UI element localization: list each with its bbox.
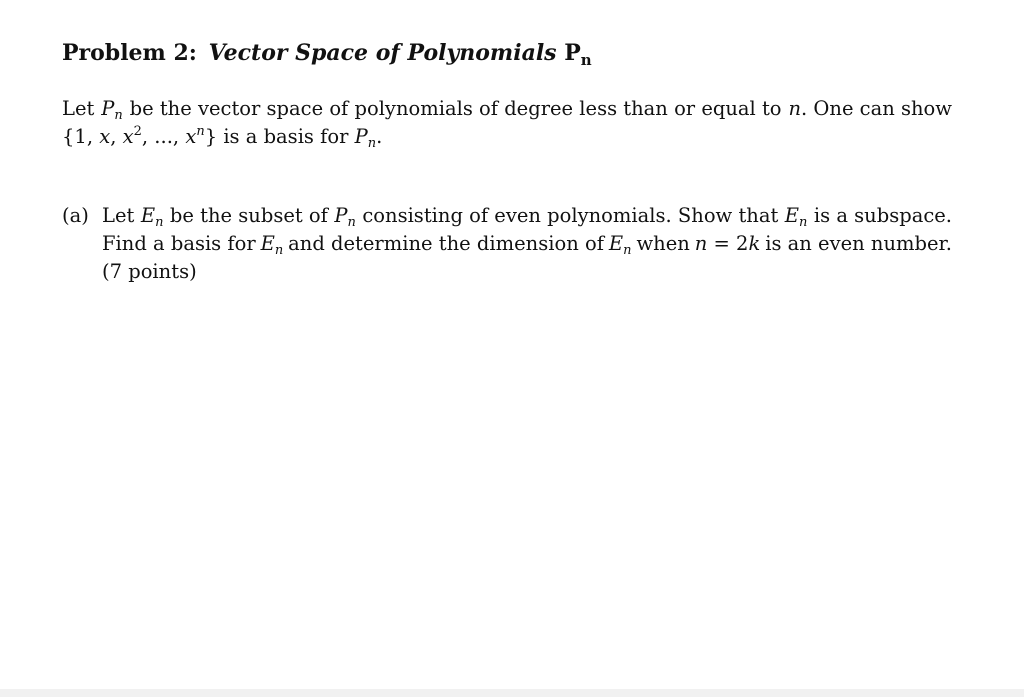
part-a [62, 202, 952, 286]
part-a-line-1 [102, 202, 952, 230]
part-a-text: and determine the dimension of [288, 232, 604, 255]
bottom-band [0, 689, 1024, 697]
part-a-text: consisting of even polynomials. Show that [362, 204, 779, 227]
intro-word: Let [62, 97, 95, 120]
part-a-text: Find a basis for [102, 232, 256, 255]
part-a-text: is a subspace. [813, 204, 952, 227]
part-a-points: (7 points) [102, 260, 197, 283]
math-Pn: $P_n$. [354, 125, 383, 151]
intro-paragraph [62, 95, 952, 151]
intro-line-1 [62, 95, 952, 123]
part-a-text: be the subset of [169, 204, 328, 227]
part-a-text: is an even number. [765, 232, 952, 255]
problem-name: Vector Space of Polynomials [208, 40, 557, 66]
basis-set: {1, x, $x^2$, ..., $x^n$} [62, 124, 218, 148]
problem-title [62, 40, 592, 69]
math-n: n. One can show [788, 97, 952, 120]
math-En: $E_n$ [260, 232, 284, 258]
intro-line-2 [62, 123, 952, 151]
part-a-line-2 [102, 230, 952, 258]
math-En: $E_n$ [784, 204, 808, 230]
math-n-eq-2k: n = 2k [694, 232, 761, 255]
problem-symbol: P [564, 40, 581, 66]
math-En: $E_n$ [140, 204, 164, 230]
part-a-word: Let [102, 204, 135, 227]
math-En: $E_n$ [608, 232, 632, 258]
problem-symbol-subscript: n [580, 51, 592, 69]
part-a-label: (a) [62, 204, 89, 227]
intro-text: is a basis for [223, 125, 349, 148]
part-a-body [102, 202, 952, 286]
part-a-text: when [636, 232, 690, 255]
intro-text: be the vector space of polynomials of degree less than or equal to [129, 97, 782, 120]
problem-label: Problem 2: [62, 40, 197, 66]
math-Pn: $P_n$ [334, 204, 356, 230]
math-Pn: $P_n$ [101, 97, 123, 123]
